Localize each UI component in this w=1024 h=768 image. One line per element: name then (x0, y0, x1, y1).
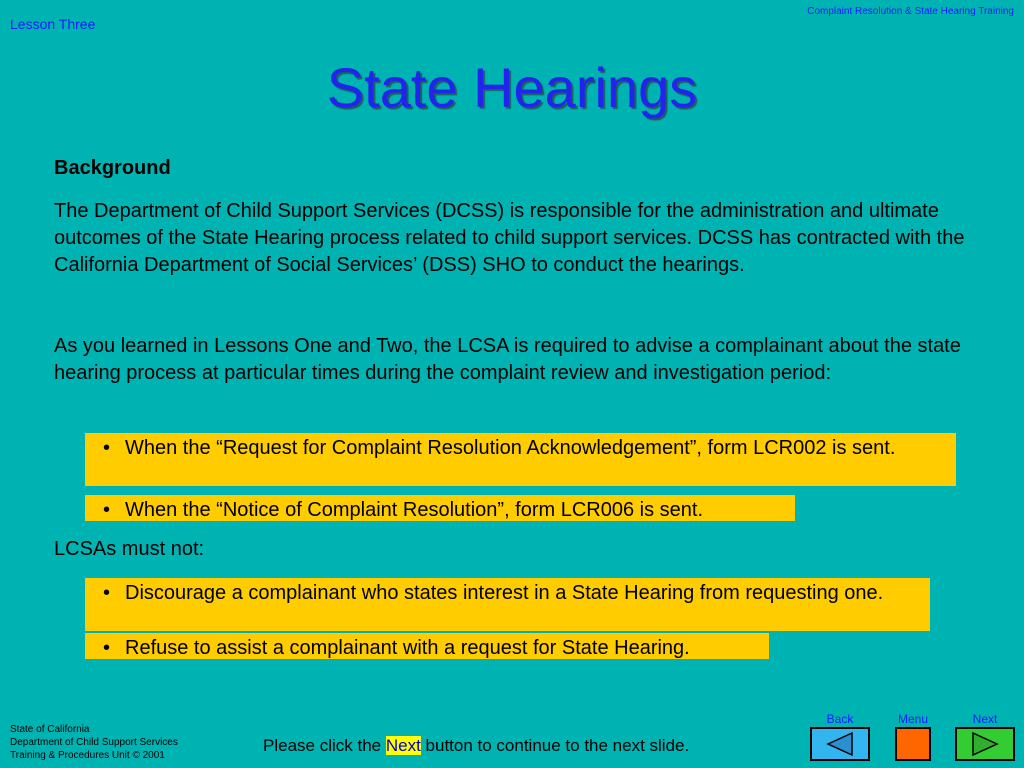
menu-label: Menu (897, 712, 929, 726)
org-line: State of California (10, 724, 90, 735)
must-not-bullet-1 (85, 578, 930, 631)
instruction-text: Please click the (263, 736, 386, 755)
bullet-icon: • (103, 637, 111, 659)
course-title: Complaint Resolution & State Hearing Training (807, 6, 1014, 17)
instruction-next-link[interactable]: Next (385, 736, 421, 755)
next-triangle-icon (957, 729, 1013, 759)
next-button[interactable] (955, 727, 1015, 761)
back-triangle-icon (812, 729, 868, 759)
advise-bullet-text: When the “Request for Complaint Resolution Acknowledgement”, form LCR002 is sent. (125, 437, 896, 459)
org-line: Training & Procedures Unit © 2001 (10, 750, 165, 761)
must-not-label: LCSAs must not: (54, 538, 205, 560)
bullet-icon: • (103, 499, 111, 521)
footer-instruction (263, 736, 689, 756)
lesson-label: Lesson Three (10, 16, 96, 32)
section-heading: Background (54, 157, 171, 179)
must-not-bullet-text: Refuse to assist a complainant with a request for State Hearing. (125, 637, 690, 659)
back-label: Back (826, 712, 854, 726)
menu-button[interactable] (895, 727, 931, 761)
bullet-icon: • (103, 437, 111, 459)
must-not-bullet-2 (85, 633, 769, 659)
slide-title: State Hearings (326, 56, 698, 119)
background-paragraph: The Department of Child Support Services (DCSS) is responsible for the administration and ultimate outcomes of the State Hearing process related to child support services. DCSS has contracted with the California Department of Social Services’ (DSS) SHO to conduct the hearings. (54, 200, 965, 276)
lessons-paragraph: As you learned in Lessons One and Two, the LCSA is required to advise a complainant about the state hearing process at particular times during the complaint review and investigation period: (54, 335, 961, 384)
must-not-bullet-text: Discourage a complainant who states interest in a State Hearing from requesting one. (125, 582, 884, 604)
advise-bullet-text: When the “Notice of Complaint Resolution”, form LCR006 is sent. (125, 499, 704, 521)
footer-organization (10, 723, 178, 762)
bullet-icon: • (103, 582, 111, 604)
back-button[interactable] (810, 727, 870, 761)
advise-bullet-2 (85, 495, 795, 521)
instruction-text: button to continue to the next slide. (420, 736, 690, 755)
next-label: Next (972, 712, 998, 726)
advise-bullet-1 (85, 433, 956, 486)
org-line: Department of Child Support Services (10, 737, 178, 748)
